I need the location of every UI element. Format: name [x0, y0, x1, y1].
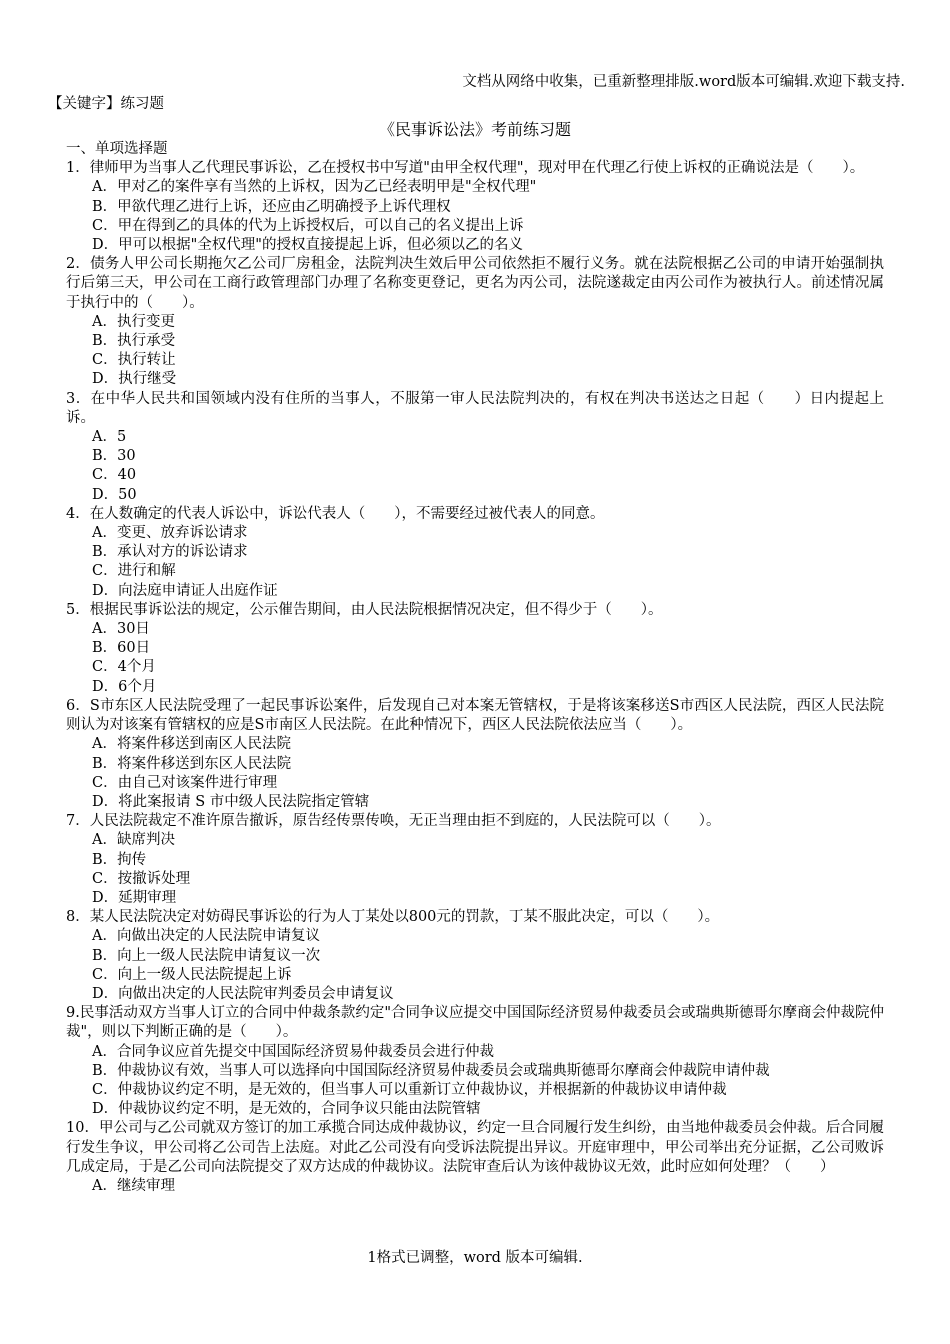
option: B．拘传 — [92, 851, 147, 868]
question-6: 6．S市东区人民法院受理了一起民事诉讼案件，后发现自己对本案无管辖权，于是将该案移送S市西区人民法院，西区人民法院则认为对该案有管辖权的应是S市南区人民法院。在此种情况下，西区人民法院依法应当（ ）。 — [66, 697, 884, 734]
header-note: 文档从网络中收集，已重新整理排版.word版本可编辑.欢迎下载支持. — [462, 74, 905, 90]
option: B．将案件移送到东区人民法院 — [92, 755, 292, 772]
question-7: 7．人民法院裁定不准许原告撤诉，原告经传票传唤，无正当理由拒不到庭的，人民法院可以（ ）。 — [66, 813, 721, 830]
page-footer: 1格式已调整，word 版本可编辑. — [367, 1250, 583, 1266]
option: A．甲对乙的案件享有当然的上诉权，因为乙已经表明甲是"全权代理" — [92, 179, 537, 196]
option: D．延期审理 — [92, 889, 177, 906]
option: A．合同争议应首先提交中国国际经济贸易仲裁委员会进行仲裁 — [92, 1043, 494, 1060]
question-8: 8．某人民法院决定对妨碍民事诉讼的行为人丁某处以800元的罚款，丁某不服此决定，可以（ ）。 — [66, 909, 720, 926]
option: A．继续审理 — [92, 1177, 175, 1194]
option: C．向上一级人民法院提起上诉 — [92, 966, 292, 983]
option: D．向做出决定的人民法院审判委员会申请复议 — [92, 985, 394, 1002]
question-2: 2．债务人甲公司长期拖欠乙公司厂房租金，法院判决生效后甲公司依然拒不履行义务。就在法院根据乙公司的申请开始强制执行后第三天，甲公司在工商行政管理部门办理了名称变更登记，更名为丙公司，法院遂裁定由丙公司作为被执行人。前述情况属于执行中的（ ）。 — [66, 256, 884, 311]
section-heading: 一、单项选择题 — [66, 141, 168, 157]
option: A．执行变更 — [92, 313, 175, 330]
option: B．仲裁协议有效，当事人可以选择向中国国际经济贸易仲裁委员会或瑞典斯德哥尔摩商会仲裁院申请仲裁 — [92, 1062, 770, 1079]
option: C．40 — [92, 467, 137, 484]
option: C．甲在得到乙的具体的代为上诉授权后，可以自己的名义提出上诉 — [92, 217, 524, 234]
option: A．向做出决定的人民法院申请复议 — [92, 928, 320, 945]
option: C．4个月 — [92, 659, 156, 676]
option: C．由自己对该案件进行审理 — [92, 774, 278, 791]
option: C．仲裁协议约定不明，是无效的，但当事人可以重新订立仲裁协议，并根据新的仲裁协议申请仲裁 — [92, 1081, 727, 1098]
option: D．向法庭申请证人出庭作证 — [92, 582, 278, 599]
keyword-line: 【关键字】练习题 — [48, 96, 164, 112]
question-5: 5．根据民事诉讼法的规定，公示催告期间，由人民法院根据情况决定，但不得少于（ ）。 — [66, 601, 663, 618]
question-1: 1．律师甲为当事人乙代理民事诉讼，乙在授权书中写道"由甲全权代理"，现对甲在代理乙行使上诉权的正确说法是（ ）。 — [66, 160, 865, 177]
option: A．变更、放弃诉讼请求 — [92, 525, 248, 542]
option: D．6个月 — [92, 678, 157, 695]
document-title: 《民事诉讼法》考前练习题 — [378, 120, 571, 139]
option: B．承认对方的诉讼请求 — [92, 544, 248, 561]
option: A．缺席判决 — [92, 832, 175, 849]
option: B．执行承受 — [92, 333, 176, 350]
option: D．50 — [92, 486, 137, 503]
option: D．将此案报请 S 市中级人民法院指定管辖 — [92, 793, 370, 810]
option: B．60日 — [92, 640, 151, 657]
option: D．甲可以根据"全权代理"的授权直接提起上诉，但必须以乙的名义 — [92, 237, 523, 254]
question-9: 9.民事活动双方当事人订立的合同中仲裁条款约定"合同争议应提交中国国际经济贸易仲裁委员会或瑞典斯德哥尔摩商会仲裁院仲裁"，则以下判断正确的是（ ）。 — [66, 1005, 884, 1041]
option: A．将案件移送到南区人民法院 — [92, 736, 291, 753]
option: A．30日 — [92, 621, 150, 638]
option: B．向上一级人民法院申请复议一次 — [92, 947, 321, 964]
option: C．进行和解 — [92, 563, 176, 580]
question-3: 3．在中华人民共和国领域内没有住所的当事人，不服第一审人民法院判决的，有权在判决书送达之日起（ ）日内提起上诉。 — [66, 390, 884, 426]
question-4: 4．在人数确定的代表人诉讼中，诉讼代表人（ ），不需要经过被代表人的同意。 — [66, 505, 605, 522]
option: B．30 — [92, 448, 136, 465]
option: C．按撤诉处理 — [92, 870, 191, 887]
option: B．甲欲代理乙进行上诉，还应由乙明确授予上诉代理权 — [92, 198, 451, 215]
option: A．5 — [92, 429, 127, 446]
option: C．执行转让 — [92, 352, 176, 369]
question-list — [66, 140, 884, 1196]
question-10: 10．甲公司与乙公司就双方签订的加工承揽合同达成仲裁协议，约定一旦合同履行发生纠纷，由当地仲裁委员会仲裁。后合同履行发生争议，甲公司将乙公司告上法庭。对此乙公司没有向受诉法院提出异议。开庭审理中，甲公司举出充分证据，乙公司败诉几成定局，于是乙公司向法院提交了双方达成的仲裁协议。法院审查后认为该仲裁协议无效，此时应如何处理？（ ） — [66, 1120, 884, 1175]
option: D．执行继受 — [92, 371, 177, 388]
option: D．仲裁协议约定不明，是无效的，合同争议只能由法院管辖 — [92, 1101, 481, 1118]
